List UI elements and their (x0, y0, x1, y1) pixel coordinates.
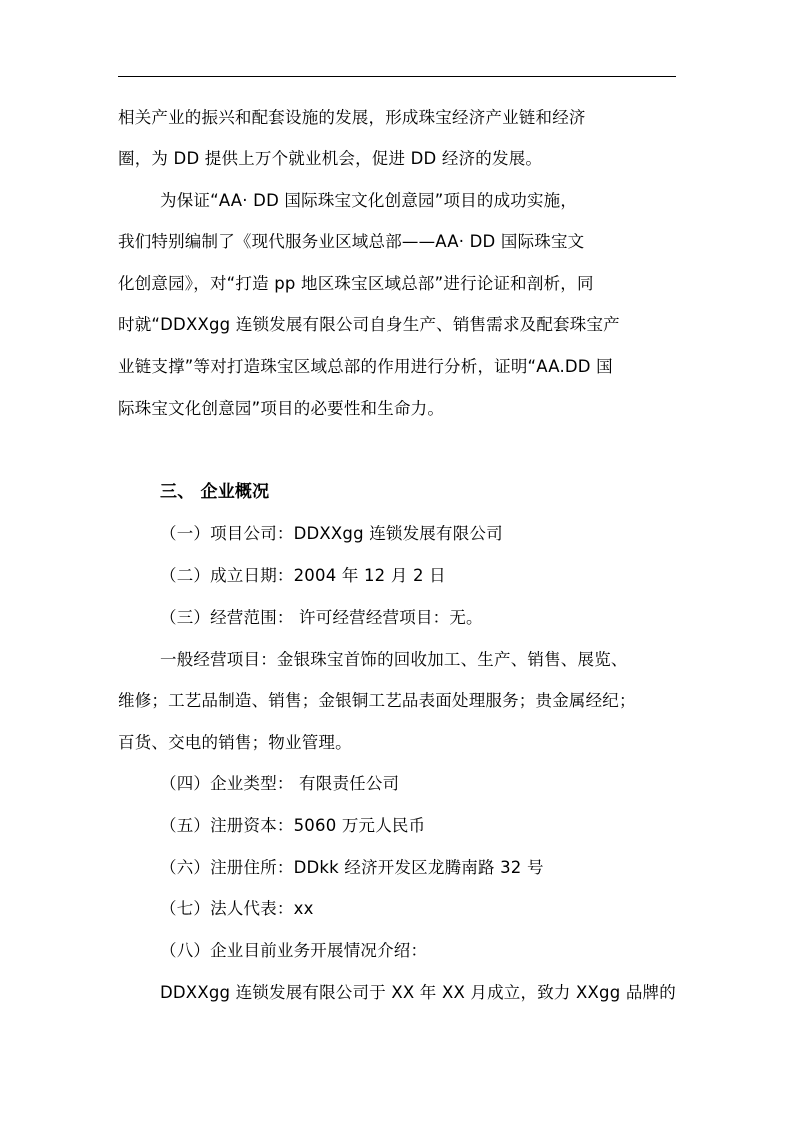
item-type: （四）企业类型： 有限责任公司 (160, 774, 400, 793)
header-rule (118, 76, 676, 77)
paragraph-1-line-2: 圈，为 DD 提供上万个就业机会，促进 DD 经济的发展。 (118, 149, 543, 168)
general-scope-line-1: 一般经营项目：金银珠宝首饰的回收加工、生产、销售、展览、 (160, 650, 628, 669)
paragraph-2-line-5: 业链支撑”等对打造珠宝区域总部的作用进行分析，证明“AA.DD 国 (118, 357, 613, 376)
paragraph-2-line-6: 际珠宝文化创意园”项目的必要性和生命力。 (118, 399, 445, 418)
paragraph-2-line-2: 我们特别编制了《现代服务业区域总部——AA· DD 国际珠宝文 (118, 232, 585, 251)
paragraph-2-line-4: 时就“DDXXgg 连锁发展有限公司自身生产、销售需求及配套珠宝产 (118, 315, 620, 334)
item-capital: （五）注册资本：5060 万元人民币 (160, 816, 426, 835)
closing-line: DDXXgg 连锁发展有限公司于 XX 年 XX 月成立，致力 XXgg 品牌的 (160, 983, 676, 1002)
item-company: （一）项目公司：DDXXgg 连锁发展有限公司 (160, 524, 503, 543)
paragraph-2-line-3: 化创意园》，对“打造 pp 地区珠宝区域总部”进行论证和剖析，同 (118, 274, 594, 293)
item-address: （六）注册住所：DDkk 经济开发区龙腾南路 32 号 (160, 858, 544, 877)
section-heading: 三、 企业概况 (160, 482, 270, 502)
paragraph-1-line-1: 相关产业的振兴和配套设施的发展，形成珠宝经济产业链和经济 (118, 108, 586, 127)
general-scope-line-3: 百货、交电的销售；物业管理。 (118, 733, 352, 752)
paragraph-2-line-1: 为保证“AA· DD 国际珠宝文化创意园”项目的成功实施， (160, 191, 578, 210)
item-scope: （三）经营范围： 许可经营经营项目：无。 (160, 608, 483, 627)
item-founded: （二）成立日期：2004 年 12 月 2 日 (160, 566, 446, 585)
item-business-intro: （八）企业目前业务开展情况介绍： (160, 941, 428, 960)
general-scope-line-2: 维修；工艺品制造、销售；金银铜工艺品表面处理服务；贵金属经纪； (118, 691, 636, 710)
item-legal-rep: （七）法人代表：xx (160, 899, 314, 918)
